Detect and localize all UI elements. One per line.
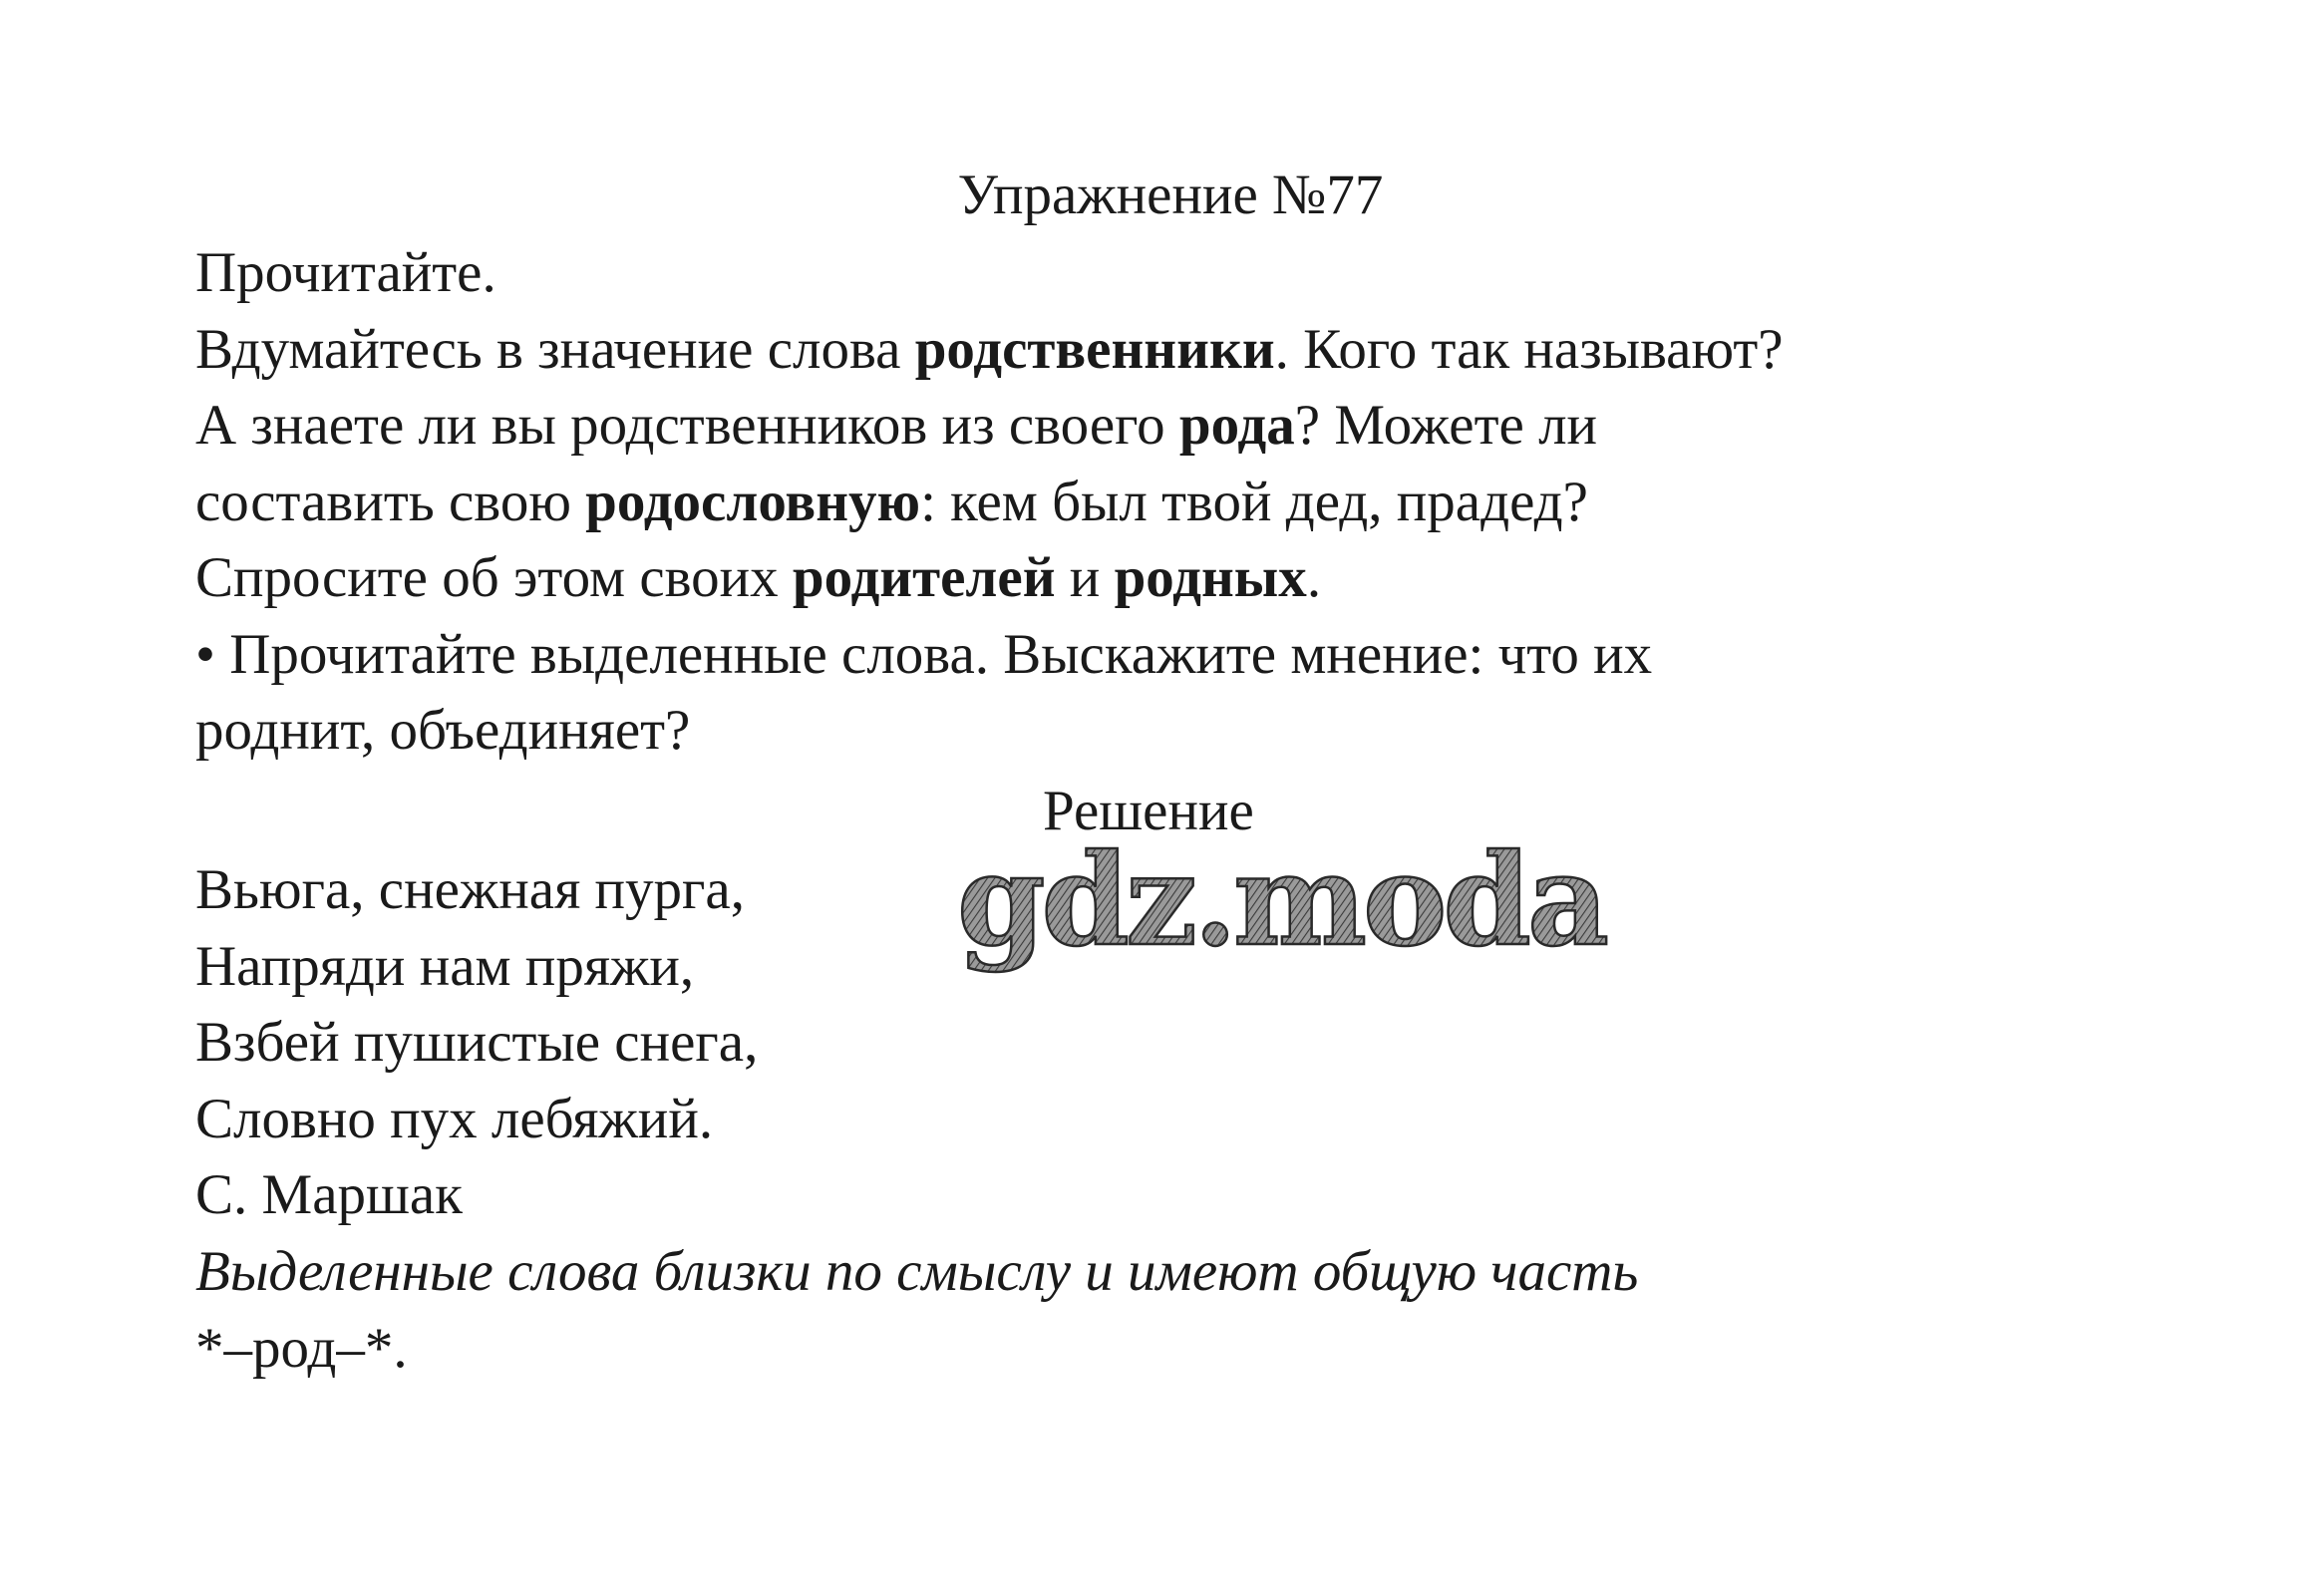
task-line-5-text-c: и [1055, 546, 1115, 609]
task-line-4-text-c: : кем был твой дед, прадед? [920, 470, 1588, 533]
poem [195, 852, 758, 1234]
task-line-6: • Прочитайте выделенные слова. Выскажите мнение: что их [195, 622, 1653, 686]
task-line-5-text-e: . [1306, 546, 1322, 609]
answer-text [195, 1234, 1638, 1387]
task-line-2-text-a: Вдумайтесь в значение слова [195, 317, 915, 381]
task-line-4 [195, 465, 1784, 541]
task-line-2 [195, 312, 1784, 389]
task-text [195, 235, 1784, 770]
highlighted-word-roda: рода [1178, 394, 1295, 457]
poem-author: С. Маршак [195, 1163, 463, 1226]
poem-line-2: Напряди нам пряжи, [195, 934, 695, 998]
highlighted-word-roditeley: родителей [792, 546, 1056, 609]
highlighted-word-rodnykh: родных [1114, 546, 1307, 609]
task-line-5 [195, 540, 1784, 617]
solution-title: Решение [1043, 780, 1254, 842]
highlighted-word-rodstvenniki: родственники [914, 317, 1275, 381]
task-line-4-text-a: составить свою [195, 470, 586, 533]
exercise-title: Упражнение №77 [957, 163, 1384, 226]
poem-line-1: Вьюга, снежная пурга, [195, 858, 745, 921]
poem-line-4: Словно пух лебяжий. [195, 1087, 714, 1150]
task-line-2-text-c: . Кого так называют? [1274, 317, 1784, 381]
answer-line-2: *–род–*. [195, 1316, 408, 1380]
watermark-text: gdz.moda [957, 832, 1607, 974]
task-line-5-text-a: Спросите об этом своих [195, 546, 793, 609]
task-line-7: роднит, объединяет? [195, 699, 691, 762]
highlighted-word-rodoslovnuyu: родословную [585, 470, 921, 533]
poem-line-3: Взбей пушистые снега, [195, 1011, 759, 1074]
task-line-1: Прочитайте. [195, 241, 496, 304]
watermark-logo [953, 832, 1611, 982]
task-line-3-text-c: ? Можете ли [1294, 394, 1598, 457]
answer-line-1: Выделенные слова близки по смыслу и имеют общую часть [195, 1240, 1639, 1303]
task-line-3 [195, 388, 1784, 465]
task-line-3-text-a: А знаете ли вы родственников из своего [195, 394, 1179, 457]
